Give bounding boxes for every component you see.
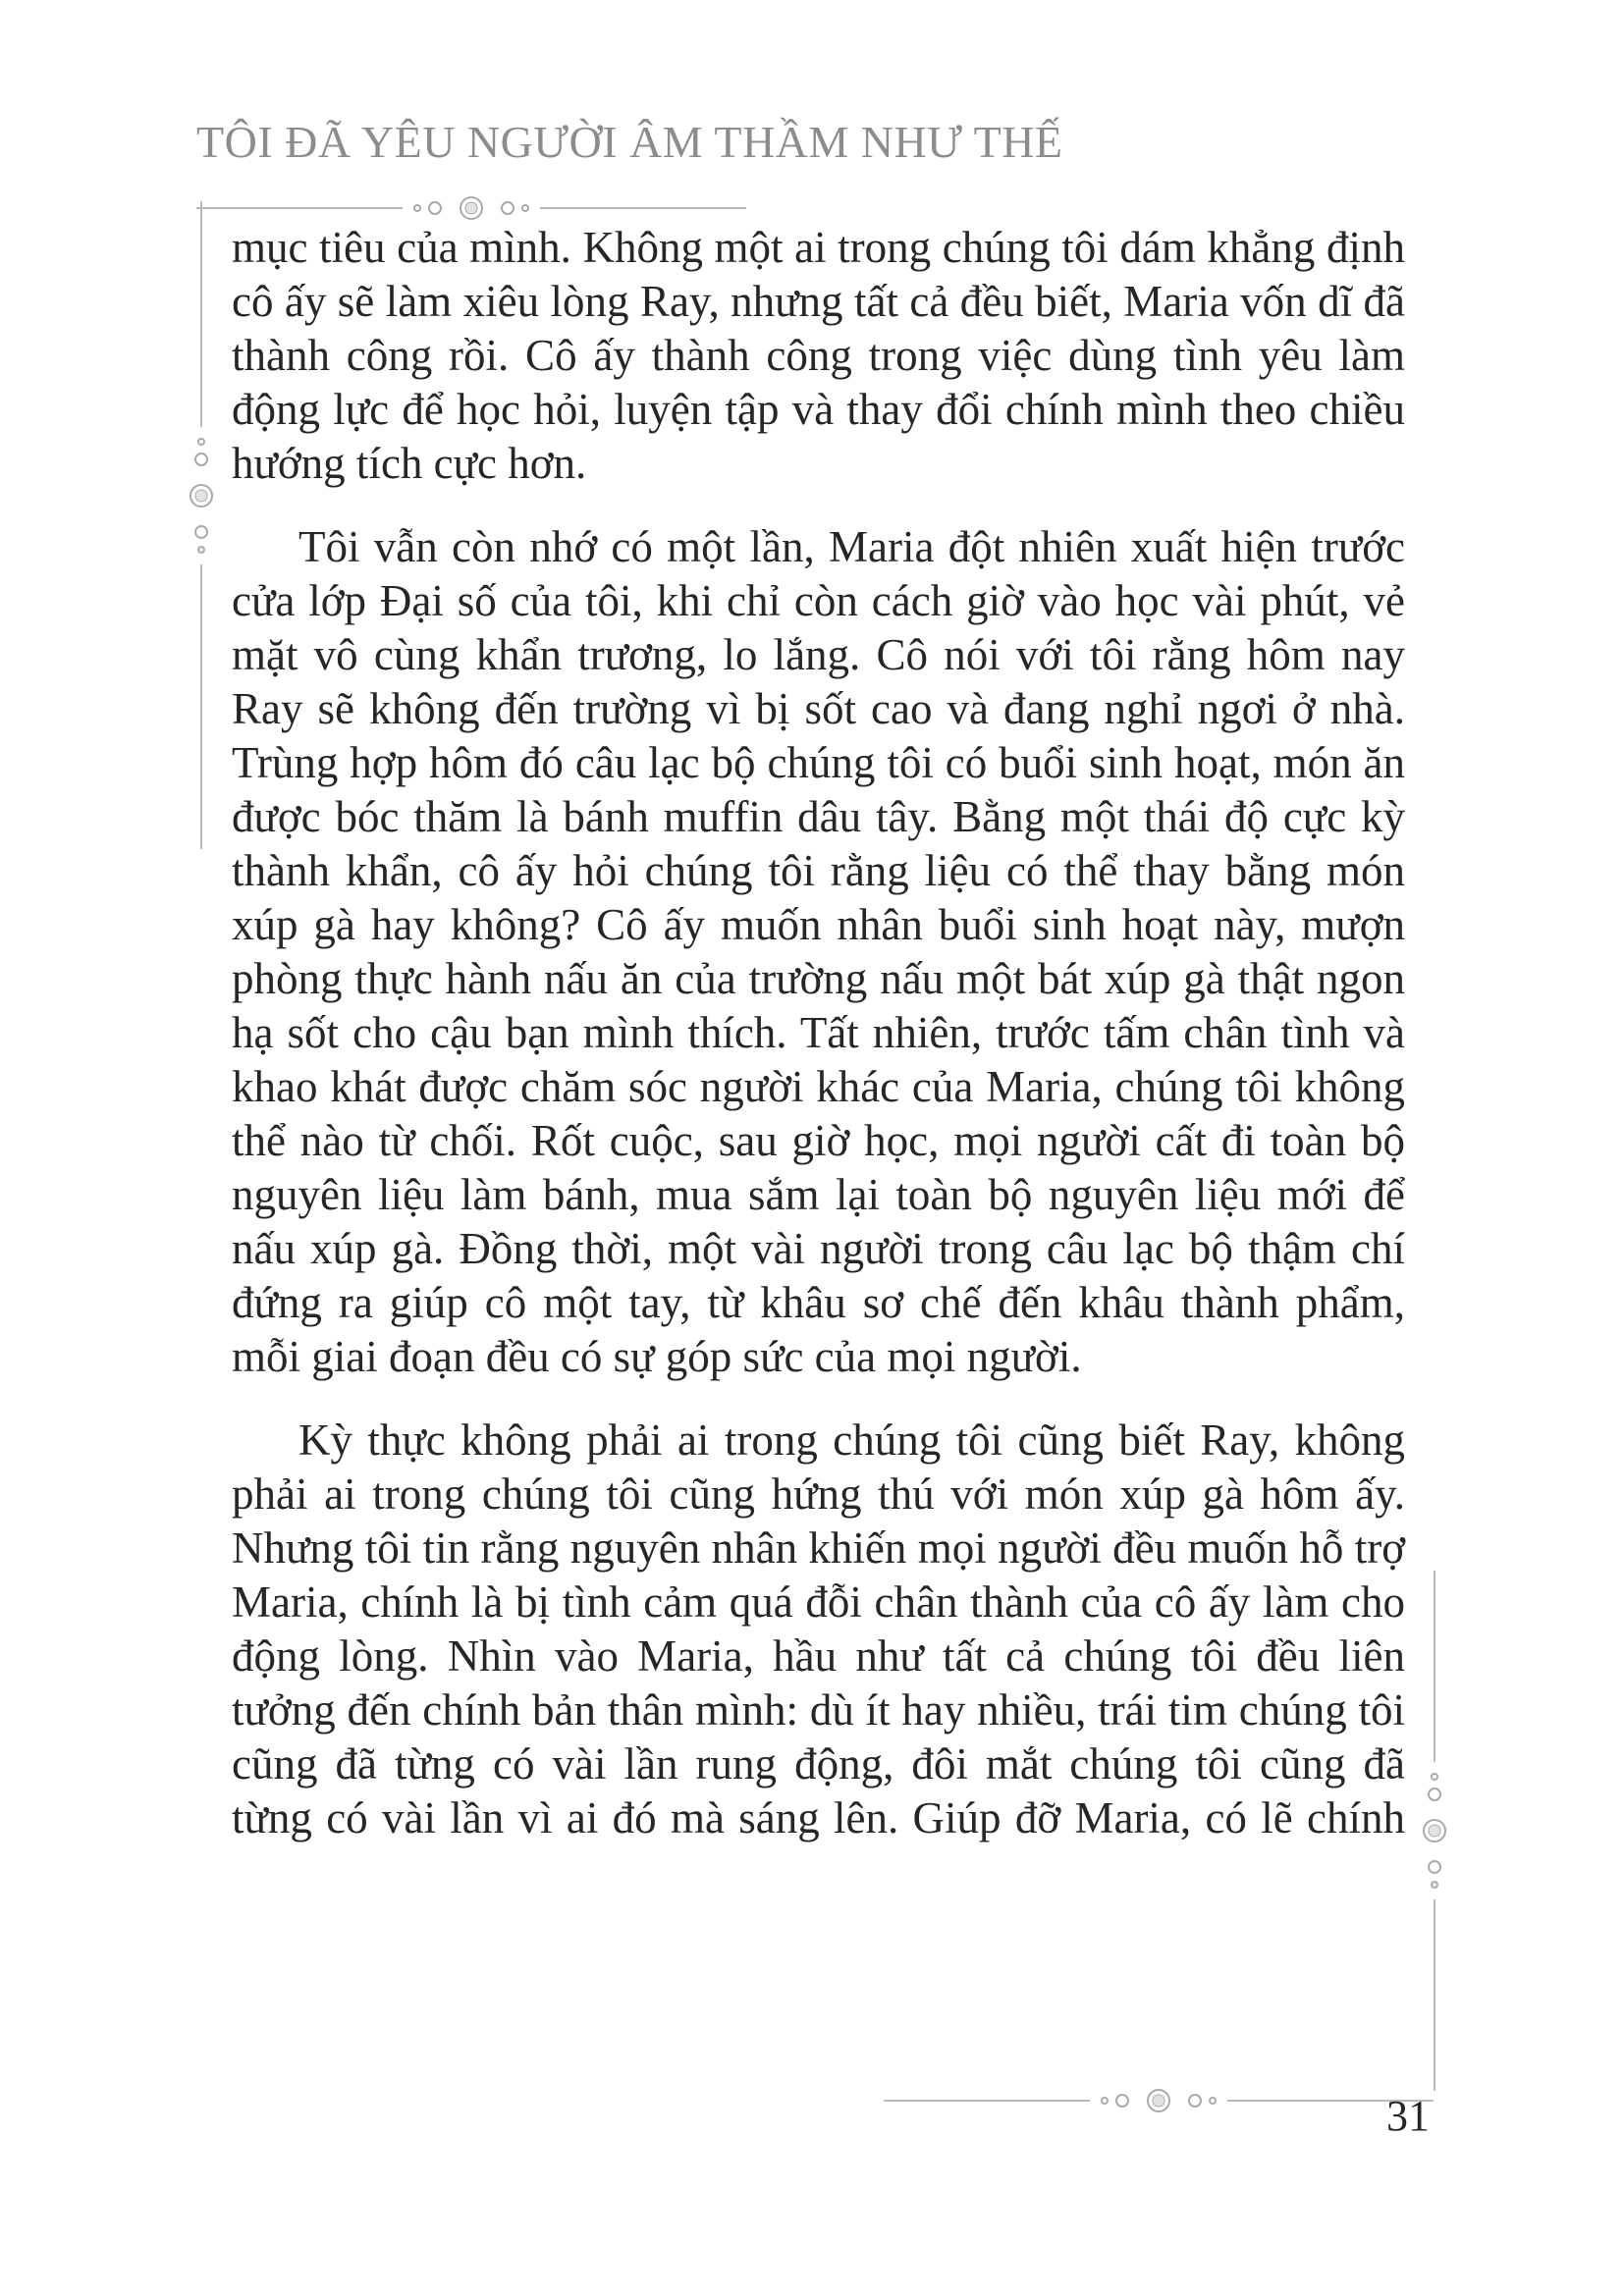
running-head-title: TÔI ĐÃ YÊU NGƯỜI ÂM THẦM NHƯ THẾ [196, 117, 1063, 167]
page-number: 31 [1386, 2092, 1430, 2140]
top-ornament-rule [196, 194, 746, 222]
paragraph-2: Tôi vẫn còn nhớ có một lần, Maria đột nhiên xuất hiện trước cửa lớp Đại số của tôi, khi chỉ còn cách giờ vào học vài phút, vẻ mặt vô cùng khẩn trương, lo lắng. Cô nói với tôi rằng hôm nay Ray sẽ không đến trường vì bị sốt cao và đang nghỉ ngơi ở nhà. Trùng hợp hôm đó câu lạc bộ chúng tôi có buổi sinh hoạt, món ăn được bóc thăm là bánh muffin dâu tây. Bằng một thái độ cực kỳ thành khẩn, cô ấy hỏi chúng tôi rằng liệu có thể thay bằng món xúp gà hay không? Cô ấy muốn nhân buổi sinh hoạt này, mượn phòng thực hành nấu ăn của trường nấu một bát xúp gà thật ngon hạ sốt cho cậu bạn mình thích. Tất nhiên, trước tấm chân tình và khao khát được chăm sóc người khác của Maria, chúng tôi không thể nào từ chối. Rốt cuộc, sau giờ học, mọi người cất đi toàn bộ nguyên liệu làm bánh, mua sắm lại toàn bộ nguyên liệu mới để nấu xúp gà. Đồng thời, một vài người trong câu lạc bộ thậm chí đứng ra giúp cô một tay, từ khâu sơ chế đến khâu thành phẩm, mỗi giai đoạn đều có sự góp sức của mọi người. [232, 522, 1405, 1381]
left-ornament-rule [187, 201, 216, 849]
right-ornament-rule [1420, 1571, 1449, 2091]
body-text [232, 221, 1405, 1845]
paragraph-1: mục tiêu của mình. Không một ai trong chúng tôi dám khẳng định cô ấy sẽ làm xiêu lòng Ray, nhưng tất cả đều biết, Maria vốn dĩ đã thành công rồi. Cô ấy thành công trong việc dùng tình yêu làm động lực để học hỏi, luyện tập và thay đổi chính mình theo chiều hướng tích cực hơn. [232, 223, 1405, 488]
paragraph-3: Kỳ thực không phải ai trong chúng tôi cũng biết Ray, không phải ai trong chúng tôi cũng hứng thú với món xúp gà hôm ấy. Nhưng tôi tin rằng nguyên nhân khiến mọi người đều muốn hỗ trợ Maria, chính là bị tình cảm quá đỗi chân thành của cô ấy làm cho động lòng. Nhìn vào Maria, hầu như tất cả chúng tôi đều liên tưởng đến chính bản thân mình: dù ít hay nhiều, trái tim chúng tôi cũng đã từng có vài lần rung động, đôi mắt chúng tôi cũng đã từng có vài lần vì ai đó mà sáng lên. Giúp đỡ Maria, có lẽ chính [232, 1415, 1405, 1842]
bottom-ornament-rule [884, 2087, 1434, 2114]
